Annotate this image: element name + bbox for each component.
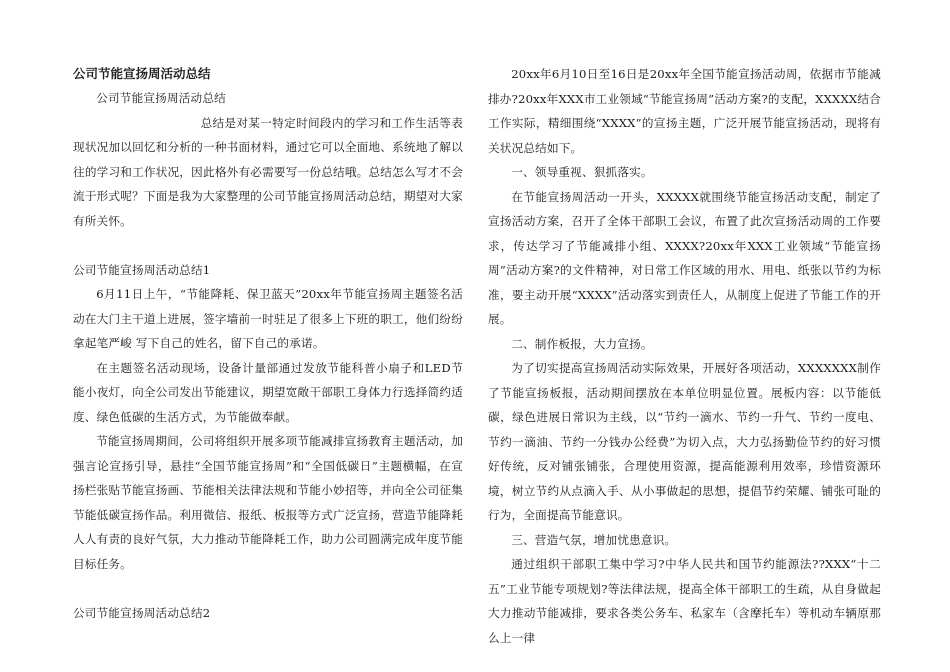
body-paragraph: 为了切实提高宣扬周活动实际效果，开展好各项活动，XXXXXXX制作了节能宣扬板报，活动期间摆放在本单位明显位置。展板内容：以节能低碳，绿色进展日常识为主线，以“节约一滴水、节约一升气、节约一度电、节约一滴油、节约一分钱办公经费”为切入点，大力弘扬勤俭节约的好习惯好传统，反对铺张铺张，合理使用资源，提高能源利用效率，珍惜资源环境，树立节约从点滴入手、从小事做起的思想，提倡节约荣耀、铺张可耻的行为，全面提高节能意识。 bbox=[488, 361, 881, 522]
intro-paragraph: 总结是对某一特定时间段内的学习和工作生活等表现状况加以回忆和分析的一种书面材料，通过它可以全面地、系统地了解以往的学习和工作状况，因此格外有必需要写一份总结哦。总结怎么写才不会流于形式呢？下面是我为大家整理的公司节能宣扬周活动总结，期望对大家有所关怀。 bbox=[73, 115, 463, 228]
section1-paragraph: 在主题签名活动现场，设备计量部通过发放节能科普小扇子和LED节能小夜灯，向全公司发出节能建议，期望宽敞干部职工身体力行选择简约适度、绿色低碳的生活方式，为节能做奉献。 bbox=[73, 360, 463, 424]
subheading-atmosphere: 三、营造气氛，增加忧患意识。 bbox=[511, 532, 677, 547]
section-heading-2: 公司节能宣扬周活动总结2 bbox=[73, 605, 211, 620]
section1-paragraph: 节能宣扬周期间，公司将组织开展多项节能减排宣扬教育主题活动，加强言论宣扬引导，悬挂“全国节能宣扬周”和“全国低碳日”主题横幅，在宣扬栏张贴节能宣扬画、节能相关法律法规和节能小妙招等，并向全公司征集节能低碳宣扬作品。利用微信、报纸、板报等方式广泛宣扬，营造节能降耗人人有责的良好气氛，大力推动节能降耗工作，助力公司圆满完成年度节能目标任务。 bbox=[73, 434, 463, 571]
subheading-leadership: 一、领导重视、狠抓落实。 bbox=[511, 165, 653, 179]
body-paragraph: 在节能宣扬周活动一开头，XXXXX就围绕节能宣扬活动支配，制定了宣扬活动方案，召开了全体干部职工会议，布置了此次宣扬活动周的工作要求，传达学习了节能减排小组、XXXX?20xx年XXX工业领域“节能宣扬周”活动方案?的文件精神，对日常工作区域的用水、用电、纸张以节约为标准，要主动开展“XXXX”活动落实到责任人，从制度上促进了节能工作的开展。 bbox=[488, 189, 881, 326]
right-column bbox=[488, 62, 881, 650]
subheading-boards: 二、制作板报，大力宣扬。 bbox=[511, 336, 653, 351]
body-paragraph: 通过组织干部职工集中学习?中华人民共和国节约能源法??XXX“十二五”工业节能专项规划?等法律法规，提高全体干部职工的生疏，从自身做起大力推动节能减排，要求各类公务车、私家车（含摩托车）等机动车辆原那么上一律 bbox=[488, 557, 881, 645]
section1-paragraph: 6月11日上午，“节能降耗、保卫蓝天”20xx年节能宣扬周主题签名活动在大门主干道上进展，签字墙前一时驻足了很多上下班的职工，他们纷纷拿起笔严峻 写下自己的姓名，留下自己的承诺。 bbox=[73, 287, 463, 350]
document-title: 公司节能宣扬周活动总结 bbox=[73, 66, 211, 81]
document-subtitle: 公司节能宣扬周活动总结 bbox=[96, 91, 226, 105]
left-column bbox=[73, 62, 463, 625]
body-paragraph: 20xx年6月10日至16日是20xx年全国节能宣扬活动周，依据市节能减排办?20xx年XXX市工业领域“节能宣扬周”活动方案?的支配，XXXXX结合工作实际，精细围绕“XXXX”的宣扬主题，广泛开展节能宣扬活动，现将有关状况总结如下。 bbox=[488, 67, 881, 155]
section-heading-1: 公司节能宣扬周活动总结1 bbox=[73, 262, 211, 277]
